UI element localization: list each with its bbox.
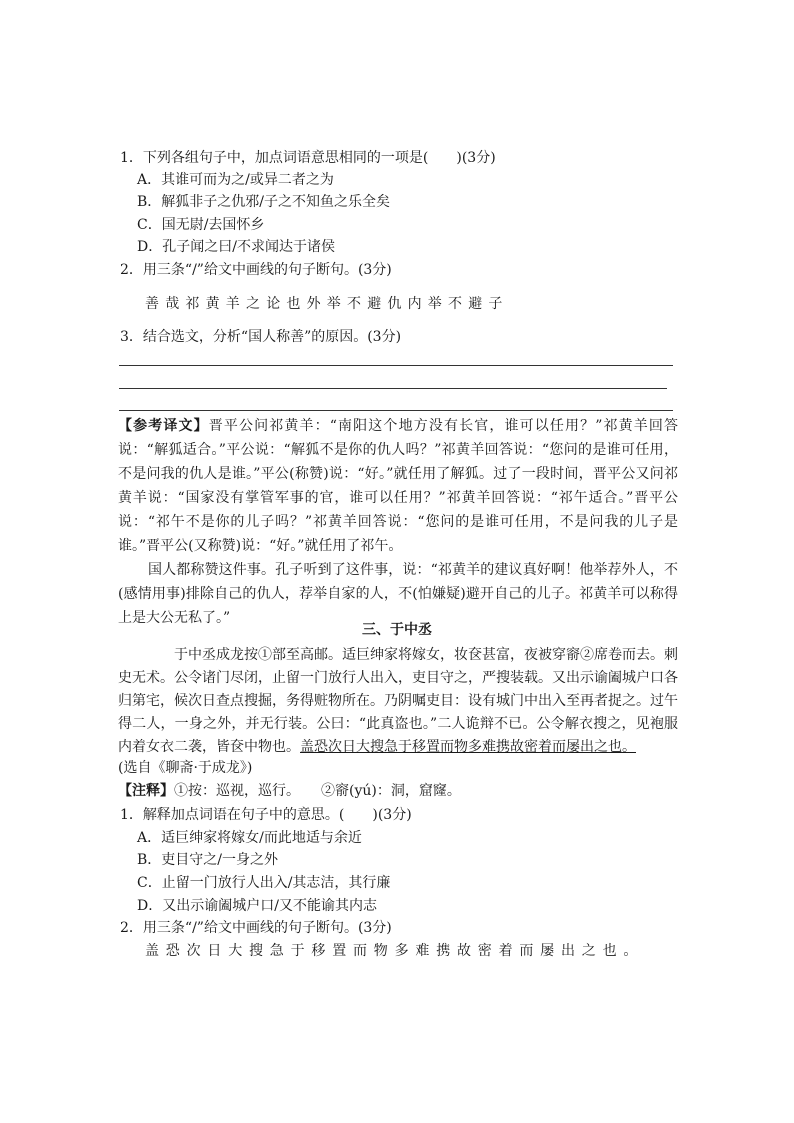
option-a: A．适巨绅家将嫁女/而此地适与余近 (137, 830, 362, 846)
question-2-2: 2．用三条“/”给文中画线的句子断句。(3分) (120, 920, 392, 936)
option-a: A．其谁可而为之/或异二者之为 (137, 172, 334, 188)
notes-label: 【注释】 (118, 783, 174, 799)
option-c: C．止留一门放行人出入/其志洁，其行廉 (137, 875, 391, 891)
option-b: B．吏目守之/一身之外 (137, 852, 279, 868)
passage-text: 于中丞成龙按①部至高邮。适巨绅家将嫁女，妆奁甚富，夜被穿窬②席卷而去。刺史无术。公令诸门尽闭，止留一门放行人出入，吏目守之，严搜装载。又出示谕阖城户口各归第宅，候次日查点搜掘，务得赃物所在。乃阴嘱吏目：设有城门中出入至再者捉之。过午得二人，一身之外，并无行装。公曰：“此真盗也。”二人诡辩不已。公令解衣搜之，见袍服内着女衣二袭，皆奁中物也。 (118, 647, 678, 755)
passage-paragraph (118, 644, 678, 759)
translation-text-1: 晋平公问祁黄羊：“南阳这个地方没有长官，谁可以任用？”祁黄羊回答说：“解狐适合。”平公说：“解狐不是你的仇人吗？”祁黄羊回答说：“您问的是谁可任用，不是问我的仇人是谁。”平公(称赞)说：“好。”就任用了解狐。过了一段时间，晋平公又问祁黄羊说：“国家没有掌管军事的官，谁可以任用？”祁黄羊回答说：“祁午适合。”晋平公说：“祁午不是你的儿子吗？”祁黄羊回答说：“您问的是谁可任用，不是问我的儿子是谁。”晋平公(又称赞)说：“好。”就任用了祁午。 (118, 418, 678, 554)
option-d: D．又出示谕阖城户口/又不能谕其内志 (137, 898, 377, 914)
option-d: D．孔子闻之曰/不求闻达于诸侯 (137, 239, 335, 255)
notes-text: ①按：巡视，巡行。 ②窬(yú)：洞，窟窿。 (174, 783, 461, 799)
passage-source: (选自《聊斋·于成龙》) (118, 760, 253, 776)
answer-line-2 (119, 388, 667, 389)
translation-label: 【参考译文】 (118, 418, 209, 434)
answer-line-1 (119, 365, 673, 366)
question-3: 3．结合选文，分析“国人称善”的原因。(3分) (120, 329, 402, 345)
translation-paragraph-2: 国人都称赞这件事。孔子听到了这件事，说：“祁黄羊的建议真好啊！他举荐外人，不(感情用事)排除自己的仇人，荐举自家的人，不(怕嫌疑)避开自己的儿子。祁黄羊可以称得上是大公无私了。” (118, 562, 678, 626)
question-1: 1．下列各组句子中，加点词语意思相同的一项是( )(3分) (120, 150, 496, 166)
passage-underlined-sentence: 盖恐次日大搜急于移置而物多难携故密着而屡出之也。 (300, 739, 636, 755)
option-c: C．国无尉/去国怀乡 (137, 217, 265, 233)
answer-line-3 (119, 410, 673, 411)
question-2-1: 1．解释加点词语在句子中的意思。( )(3分) (120, 807, 412, 823)
question-2: 2．用三条“/”给文中画线的句子断句。(3分) (120, 262, 392, 278)
notes (118, 781, 461, 801)
section-title: 三、于中丞 (362, 622, 432, 638)
option-b: B．解狐非子之仇邪/子之不知鱼之乐全矣 (137, 194, 391, 210)
sentence-to-punctuate-2: 盖恐次日大搜急于移置而物多难携故密着而屡出之也。 (145, 943, 645, 959)
translation-paragraph-1 (118, 414, 678, 558)
sentence-to-punctuate: 善哉祁黄羊之论也外举不避仇内举不避子 (145, 296, 509, 312)
